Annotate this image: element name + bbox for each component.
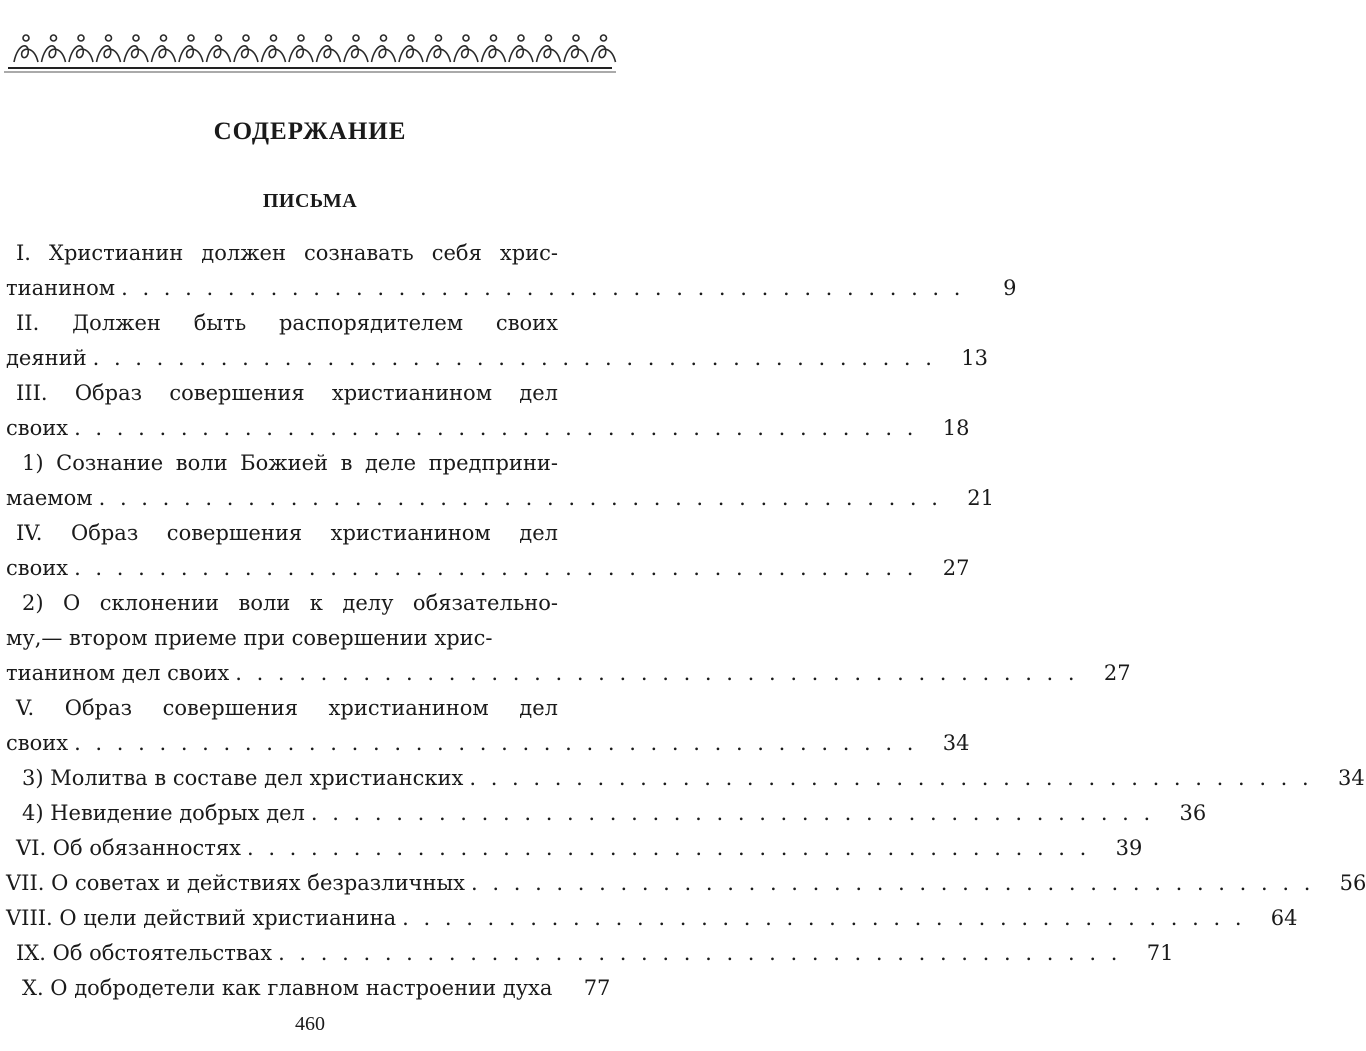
toc-dot-leader: . . . . . . . . . . . . . . . . . . . . . . . . . . . . . . . . . . . . . . . . — [310, 801, 1155, 825]
ornament-swirl — [537, 46, 561, 62]
toc-entry-line: X. О добродетели как главном настроении духа — [22, 976, 553, 1000]
ornament-swirl — [262, 46, 286, 62]
footer-page-number: 460 — [295, 1013, 325, 1035]
toc-page-number: 36 — [1179, 801, 1207, 825]
toc-page-number: 27 — [1103, 661, 1131, 685]
toc-entry — [0, 971, 620, 1006]
toc-dot-leader: . . . . . . . . . . . . . . . . . . . . . . . . . . . . . . . . . . . . . . . . — [92, 346, 936, 370]
ornament-bud — [216, 35, 222, 41]
toc-entry-line: 2) О склонении воли к делу обязательно- — [22, 591, 558, 615]
toc-page-number: 71 — [1146, 941, 1174, 965]
toc-page-number: 13 — [961, 346, 988, 370]
ornament-bud — [381, 35, 387, 41]
toc-page-number: 34 — [1337, 766, 1365, 790]
toc-page-number: 18 — [942, 416, 970, 440]
toc-entry-line: тианином — [6, 276, 116, 300]
ornament-swirl — [179, 46, 203, 62]
toc-entry-line: тианином дел своих — [6, 661, 230, 685]
toc-dot-leader: . . . . . . . . . . . . . . . . . . . . . . . . . . . . . . . . . . . . . . . . — [74, 556, 918, 580]
ornament-swirl — [509, 46, 533, 62]
toc-entry-line: II. Должен быть распорядителем своих — [16, 311, 558, 335]
ornament-bud — [463, 35, 469, 41]
ornament-bud — [573, 35, 579, 41]
section-title: ПИСЬМА — [262, 190, 358, 212]
page-title: СОДЕРЖАНИЕ — [213, 118, 407, 145]
ornament-swirl — [234, 46, 258, 62]
toc-entry-line: V. Образ совершения христианином дел — [16, 696, 558, 720]
ornament-swirl — [399, 46, 423, 62]
ornament-swirl — [152, 46, 176, 62]
toc-entry — [0, 691, 970, 761]
toc-dot-leader: . . . . . . . . . . . . . . . . . . . . . . . . . . . . . . . . . . . . . . . . — [469, 766, 1313, 790]
ornament-swirl — [289, 46, 313, 62]
toc-entry-line: 4) Невидение добрых дел — [22, 801, 305, 825]
toc-page-number: 64 — [1270, 906, 1298, 930]
toc-dot-leader: . . . . . . . . . . . . . . . . . . . . . . . . . . . . . . . . . . . . . . . . — [98, 486, 942, 510]
ornament-bud — [518, 35, 524, 41]
toc-entry-line: своих — [6, 556, 69, 580]
ornament-bud — [546, 35, 552, 41]
ornament-swirl — [42, 46, 66, 62]
toc-page-number: 77 — [583, 976, 611, 1000]
ornament-bud — [298, 35, 304, 41]
toc-entry — [0, 376, 970, 446]
toc-page-number: 39 — [1115, 836, 1143, 860]
ornament-bud — [271, 35, 277, 41]
ornament-bud — [51, 35, 57, 41]
ornament-icon — [0, 28, 620, 74]
ornament-bud — [161, 35, 167, 41]
ornament-bud — [133, 35, 139, 41]
toc-entry — [0, 901, 1298, 936]
ornament-swirl — [482, 46, 506, 62]
toc-entry — [0, 446, 994, 516]
toc-entry-line: I. Христианин должен сознавать себя хрис- — [16, 241, 558, 265]
toc-dot-leader: . . . . . . . . . . . . . . . . . . . . . . . . . . . . . . . . . . . . . . . . — [246, 836, 1091, 860]
ornament-bud — [106, 35, 112, 41]
ornament-swirl — [454, 46, 478, 62]
toc-page-number: 34 — [942, 731, 970, 755]
ornament-bud — [436, 35, 442, 41]
toc-entry-line: III. Образ совершения христианином дел — [16, 381, 558, 405]
ornament-bud — [491, 35, 497, 41]
ornament-bud — [78, 35, 84, 41]
toc-entry — [0, 586, 1131, 691]
toc-entry-line: деяний — [6, 346, 87, 370]
toc-entry — [0, 796, 1207, 831]
toc-page-number: 21 — [967, 486, 994, 510]
toc-dot-leader: . . . . . . . . . . . . . . . . . . . . . . . . . . . . . . . . . . . . . . . . — [74, 416, 918, 440]
ornament-swirl — [564, 46, 588, 62]
ornament-swirl — [124, 46, 148, 62]
ornament-bud — [188, 35, 194, 41]
toc-dot-leader: . . . . . . . . . . . . . . . . . . . . . . . . . . . . . . . . . . . . . . . . — [402, 906, 1246, 930]
ornament-swirl — [207, 46, 231, 62]
ornament-bud — [408, 35, 414, 41]
toc-entry — [0, 306, 988, 376]
toc-entry — [0, 236, 1017, 306]
toc-page-number: 9 — [1003, 276, 1017, 300]
toc-entry-line: своих — [6, 416, 69, 440]
toc-dot-leader: . . . . . . . . . . . . . . . . . . . . . . . . . . . . . . . . . . . . . . . . — [74, 731, 918, 755]
toc-entry — [0, 761, 1365, 796]
toc-entry-line: 1) Сознание воли Божией в деле предприни- — [22, 451, 558, 475]
ornament-bud — [601, 35, 607, 41]
toc-entry-line: IV. Образ совершения христианином дел — [16, 521, 558, 545]
ornament-swirl — [69, 46, 93, 62]
toc-dot-leader: . . . . . . . . . . . . . . . . . . . . . . . . . . . . . . . . . . . . . . . . — [471, 871, 1315, 895]
ornament-swirl — [97, 46, 121, 62]
toc-entry-line: VII. О советах и действиях безразличных — [6, 871, 466, 895]
ornament-bud — [23, 35, 29, 41]
ornament-swirl — [14, 46, 38, 62]
ornament-bud — [353, 35, 359, 41]
ornament-swirl — [317, 46, 341, 62]
toc-dot-leader: . . . . . . . . . . . . . . . . . . . . . . . . . . . . . . . . . . . . . . . . — [235, 661, 1079, 685]
ornament-swirl — [592, 46, 616, 62]
table-of-contents — [0, 236, 1366, 1006]
toc-entry-line: маемом — [6, 486, 93, 510]
ornament-bud — [243, 35, 249, 41]
toc-entry — [0, 831, 1143, 866]
ornament-swirl — [372, 46, 396, 62]
toc-page-number: 27 — [942, 556, 970, 580]
toc-page-number: 56 — [1339, 871, 1366, 895]
toc-entry-line: IX. Об обстоятельствах — [16, 941, 273, 965]
toc-entry-line: VI. Об обязанностях — [16, 836, 241, 860]
ornament-bud — [326, 35, 332, 41]
ornament-swirl — [427, 46, 451, 62]
toc-entry-line: му,— втором приеме при совершении хрис- — [6, 626, 493, 650]
toc-entry-line: 3) Молитва в составе дел христианских — [22, 766, 464, 790]
toc-entry — [0, 866, 1366, 901]
toc-entry — [0, 516, 970, 586]
toc-entry-line: своих — [6, 731, 69, 755]
ornament-swirl — [344, 46, 368, 62]
toc-dot-leader: . . . . . . . . . . . . . . . . . . . . . . . . . . . . . . . . . . . . . . . . — [278, 941, 1122, 965]
toc-dot-leader: . . . . . . . . . . . . . . . . . . . . . . . . . . . . . . . . . . . . . . . . — [121, 276, 965, 300]
toc-entry — [0, 936, 1174, 971]
toc-entry-line: VIII. О цели действий христианина — [6, 906, 397, 930]
